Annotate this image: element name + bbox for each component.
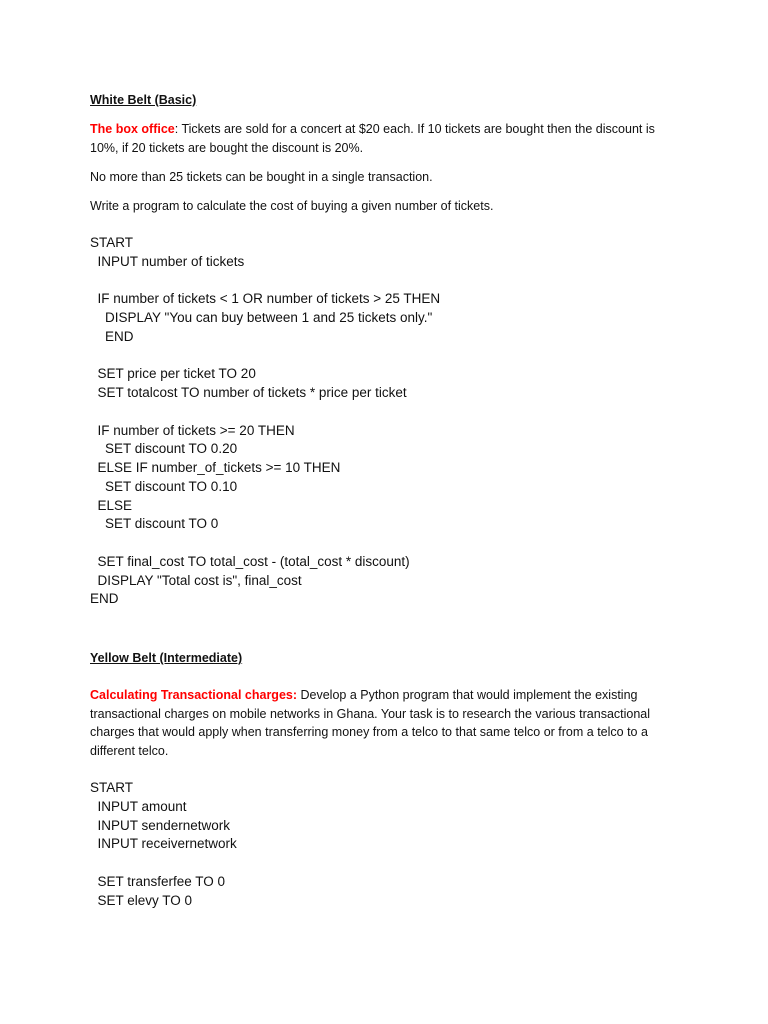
white-belt-heading: White Belt (Basic) bbox=[90, 93, 197, 107]
white-belt-code-line: SET price per ticket TO 20 bbox=[90, 366, 256, 382]
white-belt-code-line bbox=[90, 403, 440, 422]
yellow-belt-pseudocode bbox=[90, 779, 237, 910]
yellow-belt-code-line: INPUT receivernetwork bbox=[90, 836, 237, 852]
white-belt-code-line bbox=[90, 534, 440, 553]
yellow-belt-code-line: INPUT amount bbox=[90, 798, 187, 814]
yellow-belt-heading: Yellow Belt (Intermediate) bbox=[90, 651, 243, 665]
white-belt-code-line bbox=[90, 347, 440, 366]
white-belt-code-line: SET discount TO 0.10 bbox=[90, 478, 238, 494]
white-belt-code-line: SET discount TO 0.20 bbox=[90, 441, 238, 457]
yellow-belt-code-line: INPUT sendernetwork bbox=[90, 817, 231, 833]
white-belt-code-line: INPUT number of tickets bbox=[90, 253, 245, 269]
transactional-charges-text: Develop a Python program that would implement the existing transactional charges on mobile networks in Ghana. Your task is to research the various transactional charges that would apply when transferring money from a telco to that same telco or from a telco to a different telco. bbox=[90, 688, 651, 758]
yellow-belt-intro bbox=[90, 686, 686, 760]
white-belt-code-line: DISPLAY "Total cost is", final_cost bbox=[90, 572, 302, 588]
white-belt-code-line: ELSE IF number_of_tickets >= 10 THEN bbox=[90, 460, 341, 475]
transactional-charges-label: Calculating Transactional charges: bbox=[90, 688, 298, 702]
white-belt-code-line: IF number of tickets < 1 OR number of tickets > 25 THEN bbox=[90, 291, 441, 307]
task-paragraph: Write a program to calculate the cost of buying a given number of tickets. bbox=[90, 199, 494, 213]
white-belt-code-line bbox=[90, 272, 440, 291]
yellow-belt-code-line: SET transferfee TO 0 bbox=[90, 873, 226, 889]
ticket-limit-paragraph: No more than 25 tickets can be bought in a single transaction. bbox=[90, 170, 433, 184]
white-belt-code-line: SET final_cost TO total_cost - (total_cost * discount) bbox=[90, 553, 410, 569]
white-belt-code-line: IF number of tickets >= 20 THEN bbox=[90, 422, 295, 438]
white-belt-code-line: SET totalcost TO number of tickets * price per ticket bbox=[90, 385, 407, 400]
white-belt-code-line: DISPLAY "You can buy between 1 and 25 tickets only." bbox=[90, 310, 433, 325]
box-office-text: : Tickets are sold for a concert at $20 each. If 10 tickets are bought then the discount is 10%, if 20 tickets are bought the discount is 20%. bbox=[90, 122, 655, 155]
white-belt-pseudocode bbox=[90, 234, 440, 609]
yellow-belt-code-line: SET elevy TO 0 bbox=[90, 892, 193, 908]
white-belt-code-line: END bbox=[90, 328, 134, 344]
yellow-belt-code-line: START bbox=[90, 780, 134, 795]
white-belt-code-line: END bbox=[90, 591, 119, 607]
white-belt-code-line: START bbox=[90, 235, 134, 250]
white-belt-code-line: SET discount TO 0 bbox=[90, 516, 219, 532]
white-belt-intro bbox=[90, 120, 686, 157]
white-belt-code-line: ELSE bbox=[90, 497, 133, 513]
yellow-belt-code-line bbox=[90, 854, 237, 873]
box-office-label: The box office bbox=[90, 122, 175, 136]
